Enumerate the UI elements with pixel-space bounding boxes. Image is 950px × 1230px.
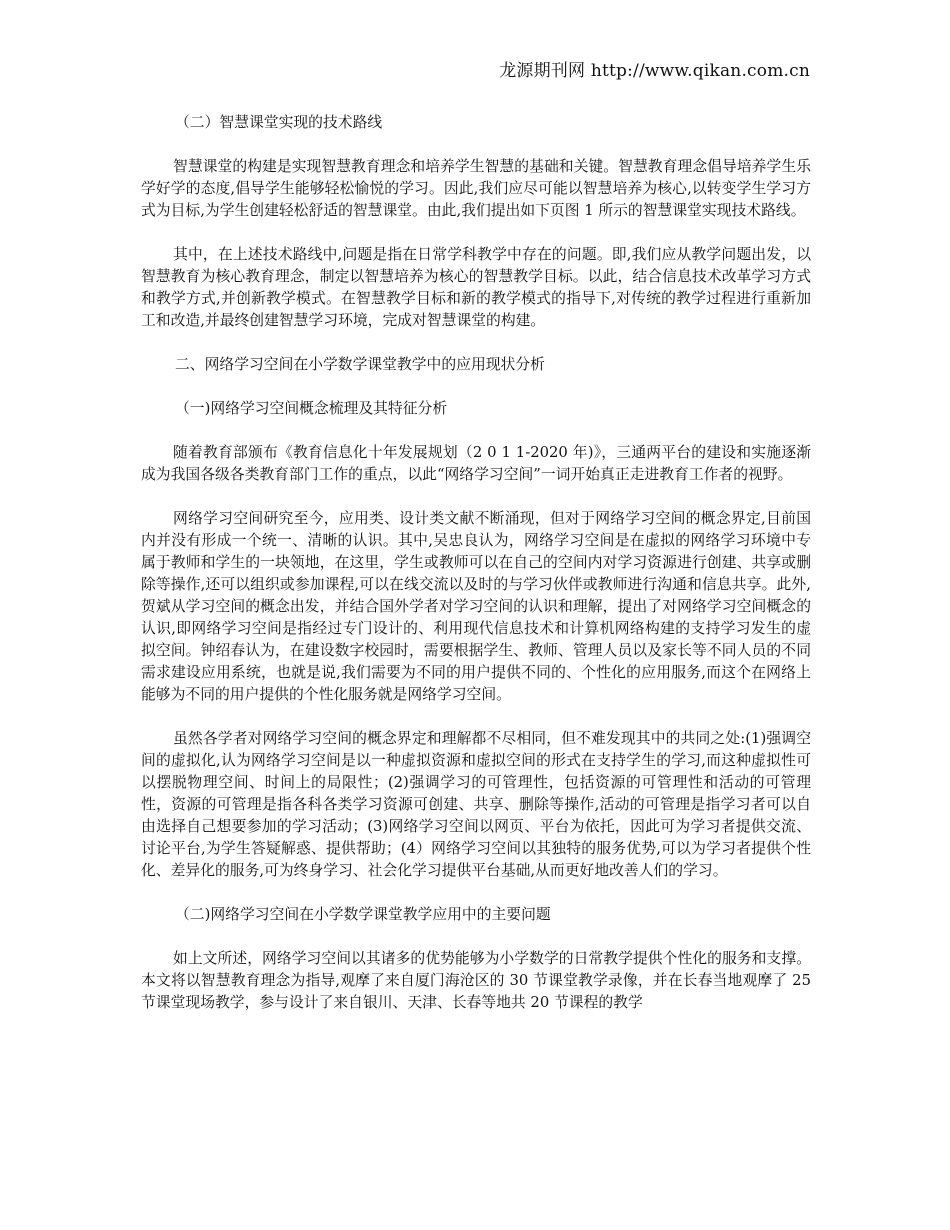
paragraph: 随着教育部颁布《教育信息化十年发展规划（2 0 1 1-2020 年)》，三通两平台的建设和实施逐渐成为我国各级各类教育部门工作的重点，以此“网络学习空间”一词开始真正走进教育工作者的视野。 [141, 444, 811, 483]
section-heading-tech-route: （二）智慧课堂实现的技术路线 [175, 114, 383, 131]
paragraph: 其中，在上述技术路线中,问题是指在日常学科教学中存在的问题。即,我们应从教学问题出发，以智慧教育为核心教育理念，制定以智慧培养为核心的智慧教学目标。以此，结合信息技术改革学习方式和教学方式,并创新教学模式。在智慧教学目标和新的教学模式的指导下,对传统的教学过程进行重新加工和改造,并最终创建智慧学习环境，完成对智慧课堂的构建。 [141, 246, 811, 329]
section-heading-application-status: 二、网络学习空间在小学数学课堂教学中的应用现状分析 [175, 356, 545, 373]
section-heading-main-problems: （二)网络学习空间在小学数学课堂教学应用中的主要问题 [175, 906, 551, 923]
paragraph: 虽然各学者对网络学习空间的概念界定和理解都不尽相同，但不难发现其中的共同之处:(1)强调空间的虚拟化,认为网络学习空间是以一种虚拟资源和虚拟空间的形式在支持学生的学习,而这种虚拟性可以摆脱物理空间、时间上的局限性；(2)强调学习的可管理性，包括资源的可管理性和活动的可管理性，资源的可管理是指各科各类学习资源可创建、共享、删除等操作,活动的可管理是指学习者可以自由选择自己想要参加的学习活动；(3)网络学习空间以网页、平台为依托，因此可为学习者提供交流、讨论平台,为学生答疑解惑、提供帮助；(4）网络学习空间以其独特的服务优势,可以为学习者提供个性化、差异化的服务,可为终身学习、社会化学习提供平台基础,从而更好地改善人们的学习。 [141, 730, 811, 879]
paragraph: 网络学习空间研究至今，应用类、设计类文献不断涌现，但对于网络学习空间的概念界定,目前国内并没有形成一个统一、清晰的认识。其中,吴忠良认为，网络学习空间是在虚拟的网络学习环境中专属于教师和学生的一块领地，在这里，学生或教师可以在自己的空间内对学习资源进行创建、共享或删除等操作,还可以组织或参加课程,可以在线交流以及时的与学习伙伴或教师进行沟通和信息共享。此外,贺斌从学习空间的概念出发，并结合国外学者对学习空间的认识和理解，提出了对网络学习空间概念的认识,即网络学习空间是指经过专门设计的、利用现代信息技术和计算机网络构建的支持学习发生的虚拟空间。钟绍春认为，在建设数字校园时，需要根据学生、教师、管理人员以及家长等不同人员的不同需求建设应用系统，也就是说,我们需要为不同的用户提供不同的、个性化的应用服务,而这个在网络上能够为不同的用户提供的个性化服务就是网络学习空间。 [141, 510, 811, 703]
paragraph: 智慧课堂的构建是实现智慧教育理念和培养学生智慧的基础和关键。智慧教育理念倡导培养学生乐学好学的态度,倡导学生能够轻松愉悦的学习。因此,我们应尽可能以智慧培养为核心,以转变学生学习方式为目标,为学生创建轻松舒适的智慧课堂。由此,我们提出如下页图 1 所示的智慧课堂实现技术路线。 [141, 158, 811, 219]
site-header: 龙源期刊网 http://www.qikan.com.cn [499, 61, 810, 81]
section-heading-concept: （一)网络学习空间概念梳理及其特征分析 [175, 400, 448, 417]
paragraph: 如上文所述，网络学习空间以其诸多的优势能够为小学数学的日常教学提供个性化的服务和支撑。本文将以智慧教育理念为指导,观摩了来自厦门海沧区的 30 节课堂教学录像，并在长春当地观摩了 25 节课堂现场教学，参与设计了来自银川、天津、长春等地共 20 节课程的教学 [141, 950, 811, 1011]
article-body [141, 112, 811, 1014]
